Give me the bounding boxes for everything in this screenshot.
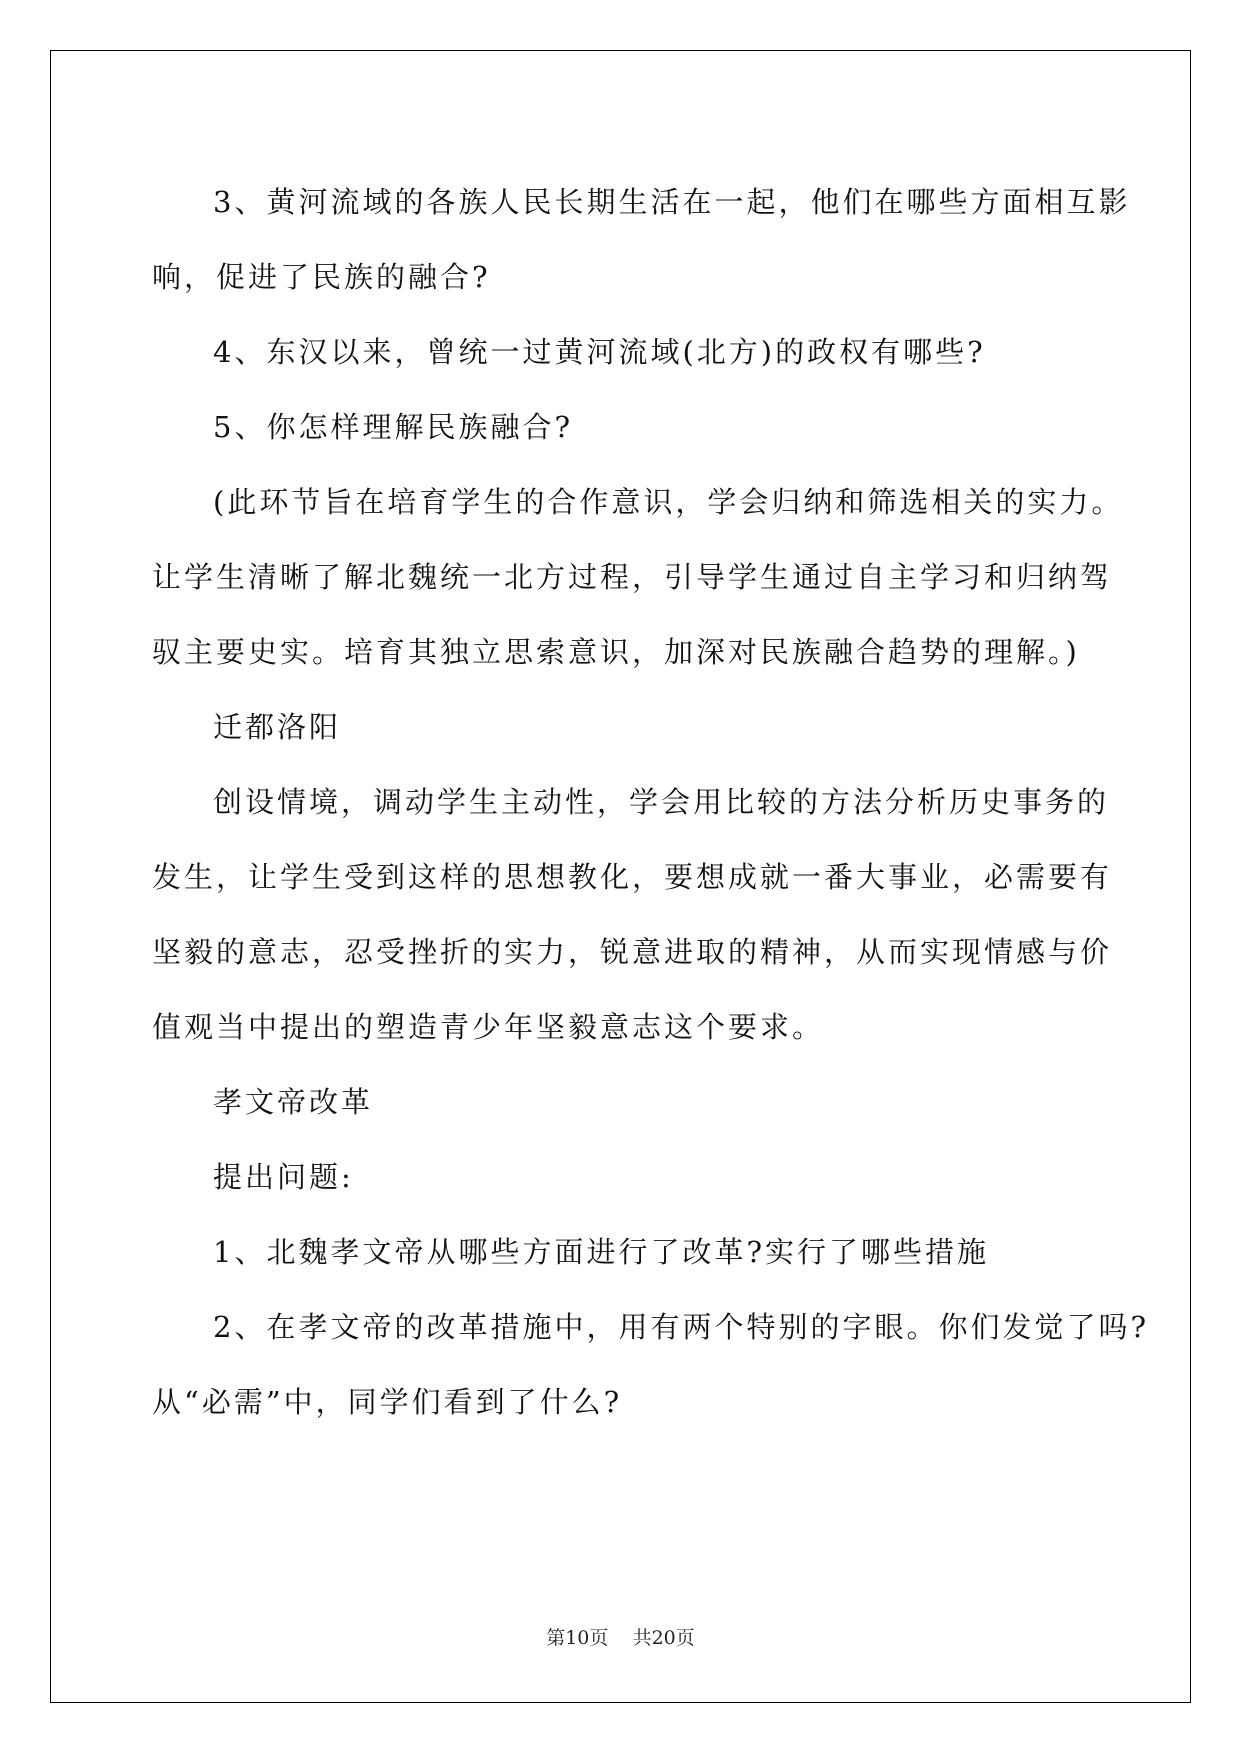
line-10: 发生，让学生受到这样的思想教化，要想成就一番大事业，必需要有 [152, 860, 1113, 894]
page-footer [0, 1623, 1241, 1650]
line-14: 提出问题: [213, 1160, 354, 1194]
line-12: 值观当中提出的塑造青少年坚毅意志这个要求。 [152, 1010, 825, 1044]
line-17: 从“必需”中，同学们看到了什么? [152, 1385, 623, 1419]
line-4: 5、你怎样理解民族融合? [213, 410, 573, 444]
line-5: (此环节旨在培育学生的合作意识，学会归纳和筛选相关的实力。 [213, 485, 1124, 519]
document-body [152, 165, 1149, 1440]
heading-qian-du-luo-yang: 迁都洛阳 [213, 710, 342, 744]
line-3: 4、东汉以来，曾统一过黄河流域(北方)的政权有哪些? [213, 335, 986, 369]
line-16: 2、在孝文帝的改革措施中，用有两个特别的字眼。你们发觉了吗? [213, 1310, 1149, 1344]
line-15: 1、北魏孝文帝从哪些方面进行了改革?实行了哪些措施 [213, 1235, 989, 1269]
line-11: 坚毅的意志，忍受挫折的实力，锐意进取的精神，从而实现情感与价 [152, 935, 1113, 969]
heading-xiao-wen-di-gai-ge: 孝文帝改革 [213, 1085, 374, 1119]
line-9: 创设情境，调动学生主动性，学会用比较的方法分析历史事务的 [213, 785, 1110, 819]
line-7: 驭主要史实。培育其独立思索意识，加深对民族融合趋势的理解。) [152, 635, 1080, 669]
line-6: 让学生清晰了解北魏统一北方过程，引导学生通过自主学习和归纳驾 [152, 560, 1113, 594]
line-2: 响，促进了民族的融合? [152, 260, 491, 294]
line-1: 3、黄河流域的各族人民长期生活在一起，他们在哪些方面相互影 [213, 185, 1131, 219]
page-total: 共20页 [632, 1627, 695, 1649]
page-number: 第10页 [546, 1627, 609, 1649]
